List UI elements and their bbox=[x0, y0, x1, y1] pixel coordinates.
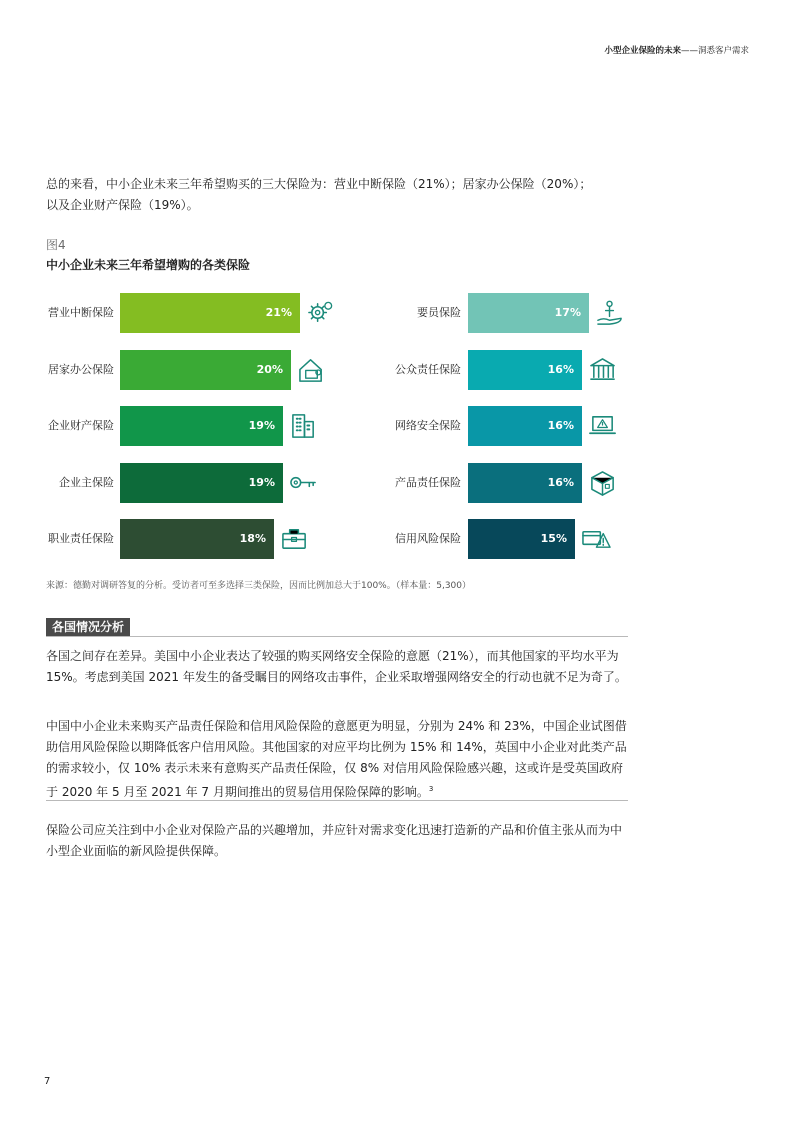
intro-line-2: 以及企业财产保险（19%）。 bbox=[46, 198, 199, 212]
bar bbox=[468, 519, 575, 559]
bar-category-label: 信用风险保险 bbox=[395, 532, 461, 546]
laptop-warning-icon bbox=[588, 412, 618, 440]
intro-paragraph bbox=[46, 174, 636, 216]
bar-category-label: 居家办公保险 bbox=[48, 362, 114, 376]
bar-value-label: 16% bbox=[547, 475, 574, 489]
section-title: 各国情况分析 bbox=[46, 618, 130, 636]
box-icon bbox=[588, 469, 618, 497]
bar-category-label: 公众责任保险 bbox=[395, 362, 461, 376]
bar bbox=[120, 406, 283, 446]
bar-category-label: 职业责任保险 bbox=[48, 532, 114, 546]
gears-icon bbox=[306, 299, 336, 327]
bar-value-label: 15% bbox=[540, 532, 567, 546]
bar bbox=[120, 293, 300, 333]
bar-value-label: 21% bbox=[265, 306, 292, 319]
person-hand-icon bbox=[595, 299, 625, 327]
bar-category-label: 企业主保险 bbox=[59, 475, 114, 489]
bar bbox=[468, 463, 582, 503]
section-paragraph-2-text: 中国中小企业未来购买产品责任保险和信用风险保险的意愿更为明显，分别为 24% 和 23%，中国企业试图借助信用风险保险以期降低客户信用风险。其他国家的对应平均比例为 15% 和 14%，英国中小企业对此类产品的需求较小，仅 10% 表示未来有意购买产品责任保险，仅 8% 对信用风险保险感兴趣，这或许是受英国政府于 2020 年 5 月至 2021 年 7 月期间推出的贸易信用保险保障的影响。 bbox=[46, 719, 627, 799]
bar bbox=[120, 519, 274, 559]
bar bbox=[468, 293, 589, 333]
section-header bbox=[46, 618, 628, 637]
running-header bbox=[604, 44, 749, 56]
card-warning-icon bbox=[581, 525, 611, 553]
divider-rule bbox=[46, 800, 628, 801]
figure-title: 中小企业未来三年希望增购的各类保险 bbox=[46, 258, 251, 272]
section-paragraph-1: 各国之间存在差异。美国中小企业表达了较强的购买网络安全保险的意愿（21%），而其他国家的平均水平为 15%。考虑到美国 2021 年发生的备受瞩目的网络攻击事件，企业采取增强网络安全的行动也就不足为奇了。 bbox=[46, 649, 627, 684]
footnote-ref: 3 bbox=[428, 785, 434, 793]
key-icon bbox=[289, 469, 319, 497]
header-title: 小型企业保险的未来 bbox=[604, 46, 681, 56]
section-paragraph-3: 保险公司应关注到中小企业对保险产品的兴趣增加，并应针对需求变化迅速打造新的产品和价值主张从而为中小型企业面临的新风险提供保障。 bbox=[46, 823, 623, 858]
bar bbox=[120, 350, 291, 390]
home-office-icon bbox=[297, 356, 327, 384]
bar-value-label: 16% bbox=[547, 362, 574, 376]
figure-source: 来源：德勤对调研答复的分析。受访者可至多选择三类保险，因而比例加总大于100%。（样本量：5,300） bbox=[46, 581, 471, 591]
intro-line-1: 总的来看，中小企业未来三年希望购买的三大保险为：营业中断保险（21%）；居家办公保险（20%）； bbox=[46, 177, 592, 191]
bar-value-label: 19% bbox=[248, 475, 275, 489]
bar bbox=[468, 406, 582, 446]
public-building-icon bbox=[588, 356, 618, 384]
bar-value-label: 17% bbox=[554, 306, 581, 319]
page-number: 7 bbox=[44, 1076, 51, 1087]
briefcase-icon bbox=[280, 525, 310, 553]
bar-value-label: 20% bbox=[256, 362, 283, 376]
bar bbox=[120, 463, 283, 503]
bar-category-label: 网络安全保险 bbox=[395, 419, 461, 433]
section-paragraph-2 bbox=[46, 716, 632, 803]
bar-value-label: 19% bbox=[248, 419, 275, 433]
bar-value-label: 18% bbox=[239, 532, 266, 546]
figure-label: 图4 bbox=[46, 238, 66, 252]
bar-category-label: 企业财产保险 bbox=[48, 419, 114, 433]
bar bbox=[468, 350, 582, 390]
header-subtitle: ——洞悉客户需求 bbox=[680, 46, 749, 56]
building-icon bbox=[289, 412, 319, 440]
bar-category-label: 要员保险 bbox=[417, 306, 461, 319]
bar-value-label: 16% bbox=[547, 419, 574, 433]
bar-category-label: 营业中断保险 bbox=[48, 306, 114, 319]
bar-category-label: 产品责任保险 bbox=[395, 475, 461, 489]
